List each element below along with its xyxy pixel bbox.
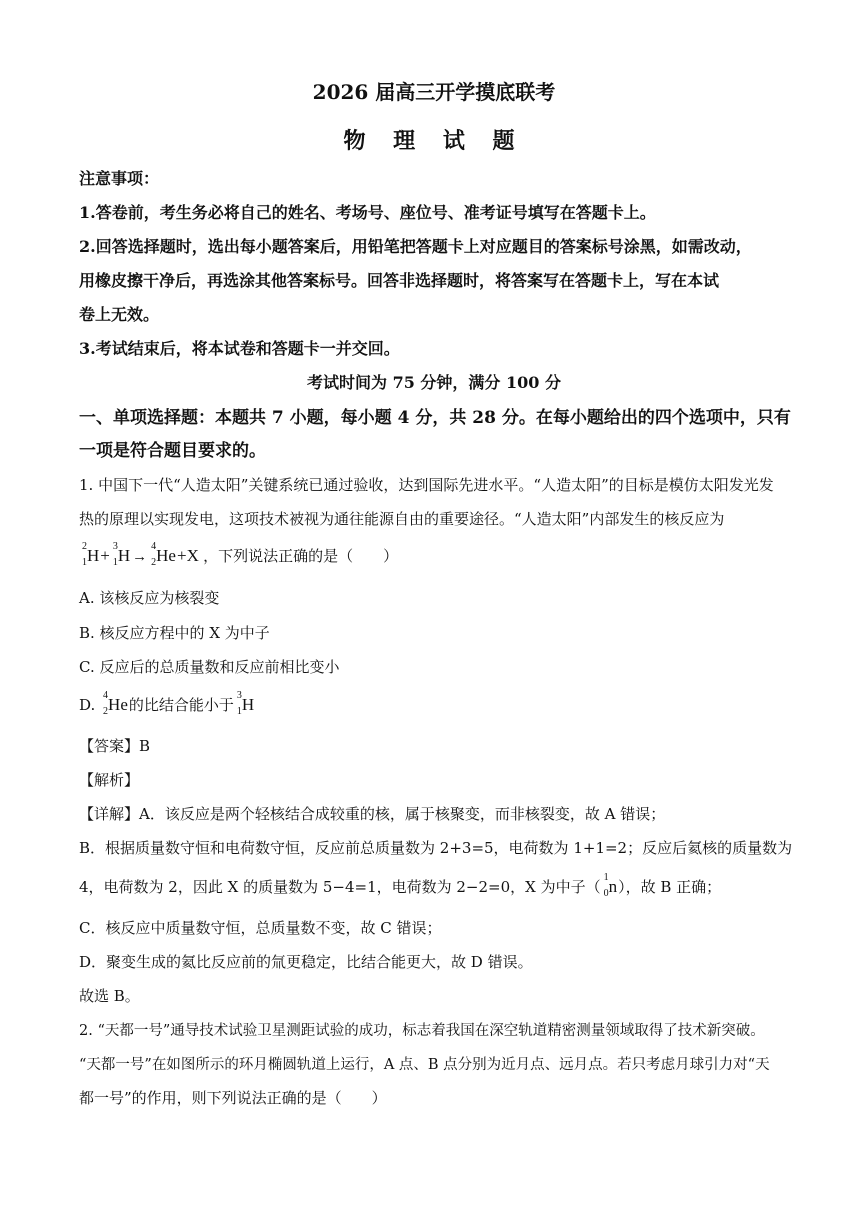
q1-equation-line: [79, 541, 399, 568]
q1-analysis-label: 【解析】: [79, 771, 140, 789]
reaction-arrow-icon: →: [132, 549, 148, 565]
q1-option-d: D. 4 2 He的比结合能小于 3 1 H: [79, 690, 255, 717]
exam-time-info: 考试时间为 75 分钟，满分 100 分: [307, 373, 561, 392]
q1-detail-line-1: 【详解】A．该反应是两个轻核结合成较重的核，属于核聚变，而非核裂变，故 A 错误；: [79, 805, 666, 823]
q1-option-a: A. 该核反应为核裂变: [79, 589, 220, 607]
notice-item-2-line-3: 卷上无效。: [79, 305, 160, 324]
notice-heading: 注意事项：: [79, 169, 160, 188]
q2-stem-line-1: 2. “天都一号”通导技术试验卫星测距试验的成功，标志着我国在深空轨道精密测量领域取得了技术新突破。: [79, 1023, 765, 1039]
q1-conclusion: 故选 B。: [79, 987, 140, 1005]
section-heading-line-2: 一项是符合题目要求的。: [79, 441, 266, 461]
section-heading-line-1: 一、单项选择题：本题共 7 小题，每小题 4 分，共 28 分。在每小题给出的四个选项中，只有: [79, 408, 791, 428]
notice-item-1: 1.答卷前，考生务必将自己的姓名、考场号、座位号、准考证号填写在答题卡上。: [79, 203, 656, 222]
q1-answer: 【答案】B: [79, 737, 151, 755]
helium-nuclide: 4 2 He: [151, 541, 176, 568]
q1-detail-line-4: C．核反应中质量数守恒，总质量数不变，故 C 错误；: [79, 919, 442, 937]
exam-title: 2026 届高三开学摸底联考: [312, 80, 556, 104]
tritium-nuclide: 3 1 H: [112, 541, 131, 568]
q1-option-c: C. 反应后的总质量数和反应前相比变小: [79, 658, 340, 676]
q2-stem-line-3: 都一号”的作用，则下列说法正确的是（ ）: [79, 1089, 387, 1107]
helium-nuclide: 4 2 He: [103, 690, 128, 717]
deuterium-nuclide: 2 1 H: [82, 541, 100, 568]
tritium-nuclide: 3 1 H: [236, 690, 255, 717]
q1-stem-line-1: 1. 中国下一代“人造太阳”关键系统已通过验收，达到国际先进水平。“人造太阳”的目标是模仿太阳发光发: [79, 476, 774, 494]
notice-item-2-line-2: 用橡皮擦干净后，再选涂其他答案标号。回答非选择题时，将答案写在答题卡上，写在本试: [79, 271, 720, 290]
notice-item-2-line-1: 2.回答选择题时，选出每小题答案后，用铅笔把答题卡上对应题目的答案标号涂黑，如需改动，: [79, 237, 752, 256]
neutron-nuclide: 1 0 n: [603, 872, 618, 899]
q1-option-b: B. 核反应方程中的 X 为中子: [79, 624, 270, 642]
q1-detail-line-3: 4，电荷数为 2，因此 X 的质量数为 5−4=1，电荷数为 2−2=0，X 为中子（ 1 0 n），故 B 正确；: [79, 872, 722, 899]
q1-detail-line-2: B．根据质量数守恒和电荷数守恒，反应前总质量数为 2+3=5，电荷数为 1+1=2；反应后氦核的质量数为: [79, 839, 793, 857]
q1-detail-line-5: D．聚变生成的氦比反应前的氚更稳定，比结合能更大，故 D 错误。: [79, 953, 533, 971]
notice-item-3: 3.考试结束后，将本试卷和答题卡一并交回。: [79, 339, 400, 358]
subject-title: 物 理 试 题: [343, 128, 525, 154]
q2-stem-line-2: “天都一号”在如图所示的环月椭圆轨道上运行，A 点、B 点分别为近月点、远月点。若只考虑月球引力对“天: [79, 1057, 770, 1073]
q1-stem-line-2: 热的原理以实现发电，这项技术被视为通往能源自由的重要途径。“人造太阳”内部发生的核反应为: [79, 510, 725, 528]
q1-nuclear-equation: 2 1 H+ 3 1 H → 4 2 He+X: [79, 546, 203, 565]
q1-stem-tail: ，下列说法正确的是（ ）: [203, 547, 399, 565]
